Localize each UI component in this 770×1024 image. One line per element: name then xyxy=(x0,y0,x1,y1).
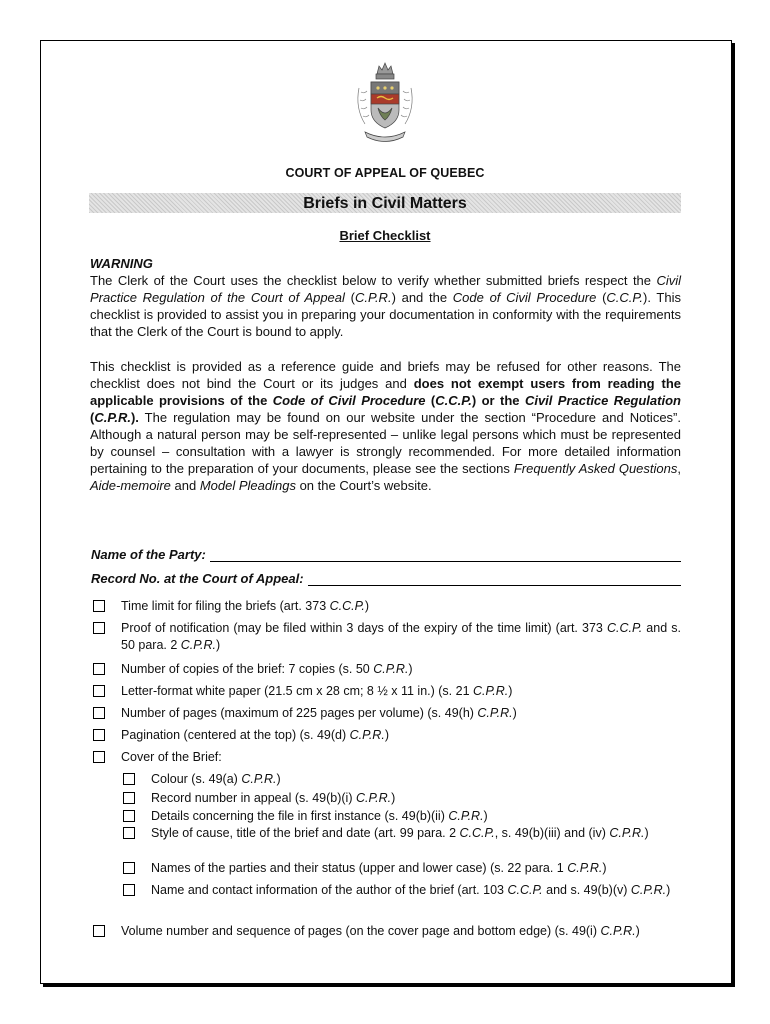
record-number-field[interactable] xyxy=(91,571,681,586)
checkbox-parties[interactable] xyxy=(123,862,135,874)
subitem-record-number: Record number in appeal (s. 49(b)(i) C.P.R.) xyxy=(151,791,396,805)
subitem-first-instance: Details concerning the file in first instance (s. 49(b)(ii) C.P.R.) xyxy=(151,809,488,823)
item-cover: Cover of the Brief: xyxy=(121,750,222,764)
warning-heading: WARNING xyxy=(90,256,153,271)
checkbox-first-instance[interactable] xyxy=(123,810,135,822)
court-name: COURT OF APPEAL OF QUEBEC xyxy=(285,166,485,180)
checkbox-colour[interactable] xyxy=(123,773,135,785)
page-border xyxy=(40,40,732,984)
checkbox-proof-notification[interactable] xyxy=(93,622,105,634)
item-time-limit: Time limit for filing the briefs (art. 373 C.C.P.) xyxy=(121,599,370,613)
subitem-author: Name and contact information of the author of the brief (art. 103 C.C.P. and s. 49(b)(v) C.P.R.) xyxy=(151,883,671,897)
checkbox-pages[interactable] xyxy=(93,707,105,719)
checkbox-style-of-cause[interactable] xyxy=(123,827,135,839)
item-pagination: Pagination (centered at the top) (s. 49(d) C.P.R.) xyxy=(121,728,389,742)
checklist-subtitle: Brief Checklist xyxy=(339,228,431,243)
info-paragraph: This checklist is provided as a reference guide and briefs may be refused for other reasons. The checklist does not bind the Court or its judges and does not exempt users from reading the applicable provisions of the Code of Civil Procedure (C.C.P.) or the Civil Practice Regulation (C.P.R.). The regulation may be found on our website under the section “Procedure and Notices”. Although a natural person may be self-represented – unlike legal persons which must be represented by counsel – consultation with a lawyer is strongly recommended. For more detailed information pertaining to the preparation of your documents, please see the sections Frequently Asked Questions, Aide-memoire and Model Pleadings on the Court’s website. xyxy=(90,359,681,493)
item-volume: Volume number and sequence of pages (on the cover page and bottom edge) (s. 49(i) C.P.R.) xyxy=(121,924,640,938)
checkbox-author[interactable] xyxy=(123,884,135,896)
checkbox-volume[interactable] xyxy=(93,925,105,937)
record-number-line[interactable] xyxy=(308,572,681,586)
checkbox-cover[interactable] xyxy=(93,751,105,763)
checkbox-copies[interactable] xyxy=(93,663,105,675)
subitem-parties: Names of the parties and their status (upper and lower case) (s. 22 para. 1 C.P.R.) xyxy=(151,861,607,875)
party-name-line[interactable] xyxy=(210,548,681,562)
item-pages: Number of pages (maximum of 225 pages per volume) (s. 49(h) C.P.R.) xyxy=(121,706,517,720)
checkbox-time-limit[interactable] xyxy=(93,600,105,612)
item-paper: Letter-format white paper (21.5 cm x 28 cm; 8 ½ x 11 in.) (s. 21 C.P.R.) xyxy=(121,684,513,698)
court-coat-of-arms-icon xyxy=(351,58,419,146)
party-name-field[interactable] xyxy=(91,547,681,562)
party-name-label: Name of the Party: xyxy=(91,547,206,562)
checkbox-pagination[interactable] xyxy=(93,729,105,741)
subitem-colour: Colour (s. 49(a) C.P.R.) xyxy=(151,772,281,786)
checkbox-record-number[interactable] xyxy=(123,792,135,804)
document-title: Briefs in Civil Matters xyxy=(89,193,681,213)
record-number-label: Record No. at the Court of Appeal: xyxy=(91,571,304,586)
item-copies: Number of copies of the brief: 7 copies (s. 50 C.P.R.) xyxy=(121,662,413,676)
warning-paragraph: WARNING The Clerk of the Court uses the checklist below to verify whether submitted briefs respect the Civil Practice Regulation of the Court of Appeal (C.P.R.) and the Code of Civil Procedure (C.C.P.). This checklist is provided to assist you in preparing your documentation in conformity with the requirements that the Clerk of the Court is bound to apply. xyxy=(90,256,681,339)
subitem-style-of-cause: Style of cause, title of the brief and date (art. 99 para. 2 C.C.P., s. 49(b)(iii) and (iv) C.P.R.) xyxy=(151,826,649,840)
checkbox-paper[interactable] xyxy=(93,685,105,697)
item-proof-notification: Proof of notification (may be filed within 3 days of the expiry of the time limit) (art. 373 C.C.P. and s. 50 para. 2 C.P.R.) xyxy=(121,621,681,652)
